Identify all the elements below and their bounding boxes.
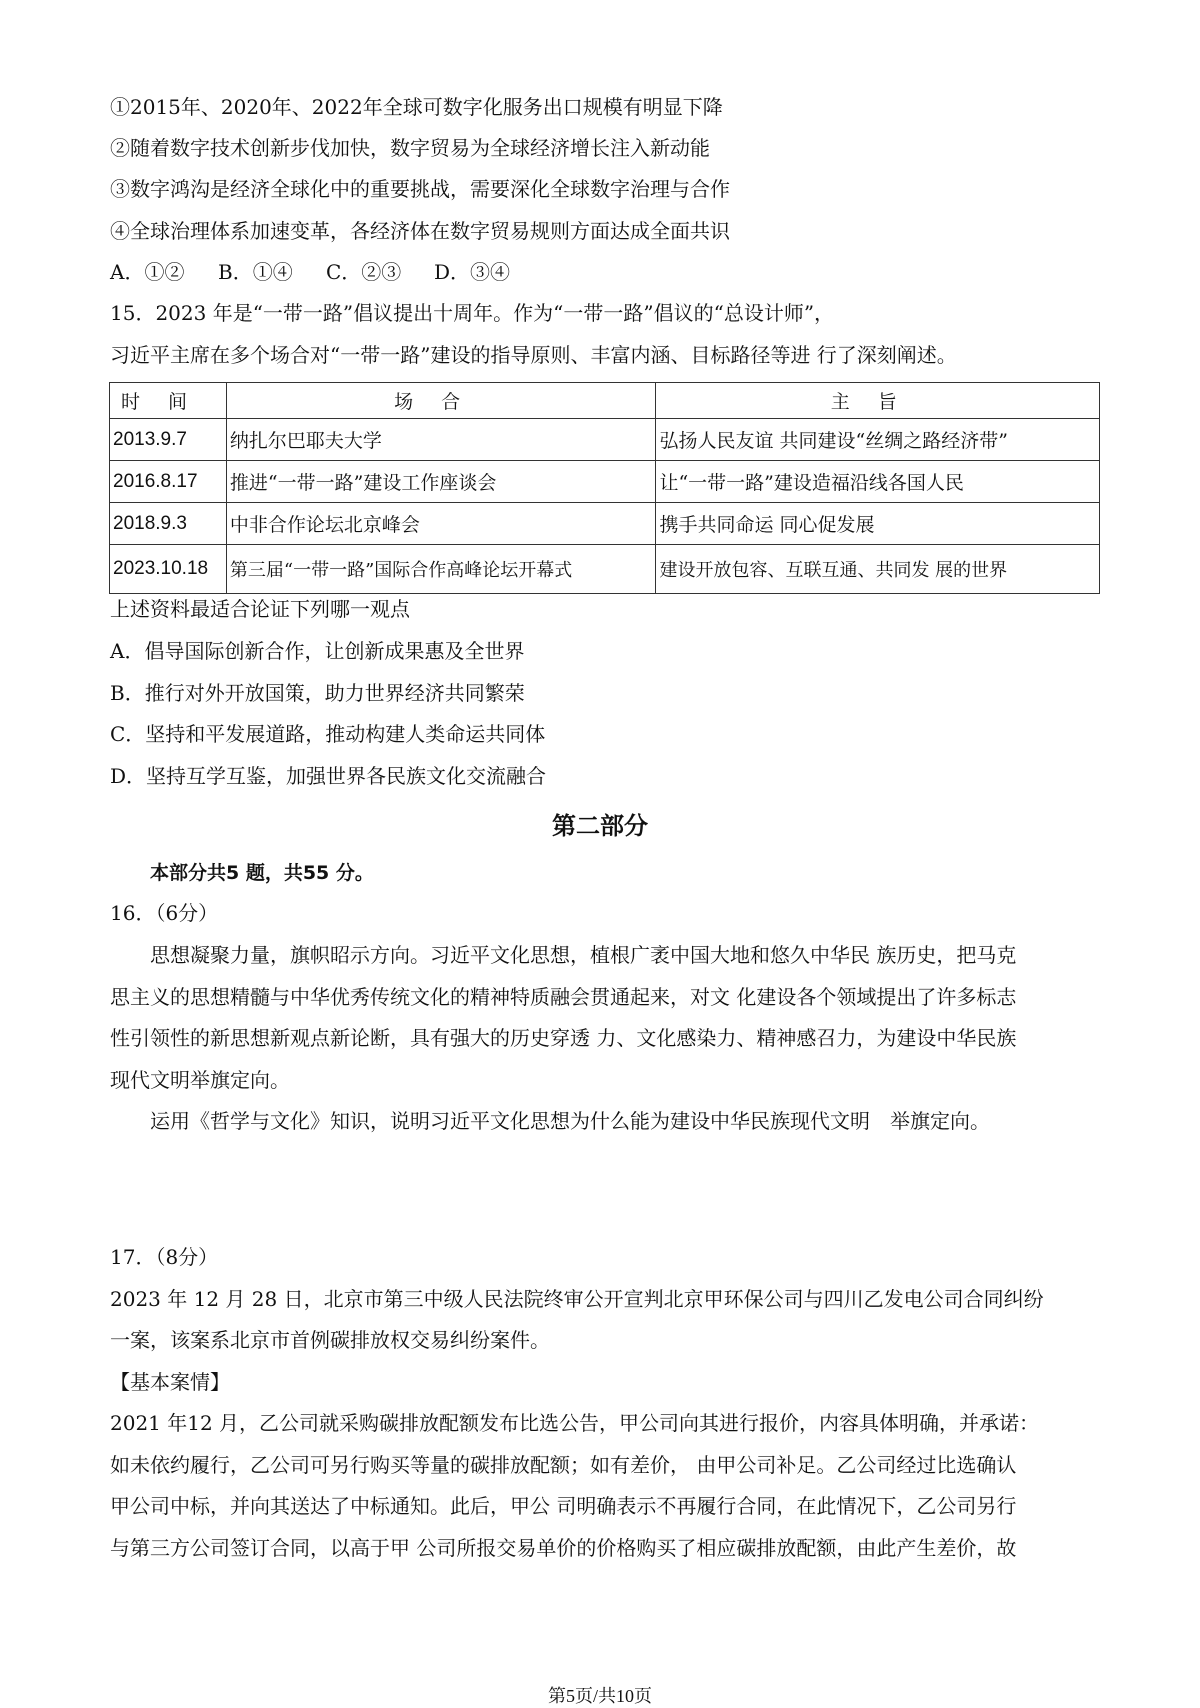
cell-occasion: 推进“一带一路”建设工作座谈会 [226, 461, 656, 503]
q17-label: 17．（8分） [110, 1245, 219, 1269]
q14-item-3: ③数字鸿沟是经济全球化中的重要挑战，需要深化全球数字治理与合作 [110, 177, 730, 201]
cell-occasion: 纳扎尔巴耶夫大学 [226, 419, 656, 461]
q15-option-d: D．坚持互学互鉴，加强世界各民族文化交流融合 [110, 764, 547, 788]
q16-para-4: 现代文明举旗定向。 [110, 1068, 290, 1092]
q17-intro-1: 2023 年 12 月 28 日，北京市第三中级人民法院终审公开宣判北京甲环保公司与四川乙发电公司合同纠纷 [110, 1287, 1044, 1311]
page-footer: 第5页/共10页 [547, 1686, 652, 1706]
cell-occasion: 中非合作论坛北京峰会 [226, 503, 656, 545]
q15-stem-1: 15．2023 年是“一带一路”倡议提出十周年。作为“一带一路”倡议的“总设计师”， [110, 301, 835, 325]
q14-option-a: A．①② [110, 260, 185, 284]
q15-option-a: A．倡导国际创新合作，让创新成果惠及全世界 [110, 639, 525, 663]
table-header-row [110, 383, 1100, 419]
header-time: 时间 [110, 383, 227, 419]
q14-option-b: B．①④ [218, 260, 293, 284]
q17-body-2: 如未依约履行，乙公司可另行购买等量的碳排放配额；如有差价， 由甲公司补足。乙公司经过比选确认 [110, 1453, 1017, 1477]
q16-para-1: 思想凝聚力量，旗帜昭示方向。习近平文化思想，植根广袤中国大地和悠久中华民 族历史，把马克 [150, 943, 1017, 967]
q16-label: 16．（6分） [110, 901, 219, 925]
cell-theme: 携手共同命运 同心促发展 [656, 503, 1100, 545]
q17-body-4: 与第三方公司签订合同，以高于甲 公司所报交易单价的价格购买了相应碳排放配额，由此产生差价，故 [110, 1536, 1017, 1560]
q17-body-1: 2021 年12 月，乙公司就采购碳排放配额发布比选公告，甲公司向其进行报价，内容具体明确，并承诺： [110, 1411, 1040, 1435]
cell-theme: 让“一带一路”建设造福沿线各国人民 [656, 461, 1100, 503]
cell-occasion: 第三届“一带一路”国际合作高峰论坛开幕式 [226, 545, 656, 594]
q15-table [109, 382, 1100, 594]
q15-option-c: C．坚持和平发展道路，推动构建人类命运共同体 [110, 722, 546, 746]
table-row [110, 419, 1100, 461]
cell-theme: 弘扬人民友谊 共同建设“丝绸之路经济带” [656, 419, 1100, 461]
q15-stem-2: 习近平主席在多个场合对“一带一路”建设的指导原则、丰富内涵、目标路径等进 行了深刻阐述。 [110, 343, 957, 367]
q15-option-b: B．推行对外开放国策，助力世界经济共同繁荣 [110, 681, 525, 705]
table-row [110, 503, 1100, 545]
table-row [110, 545, 1100, 594]
q14-item-4: ④全球治理体系加速变革，各经济体在数字贸易规则方面达成全面共识 [110, 219, 730, 243]
cell-date: 2013.9.7 [110, 419, 227, 461]
cell-date: 2016.8.17 [110, 461, 227, 503]
q14-option-c: C．②③ [326, 260, 402, 284]
q14-option-d: D．③④ [434, 260, 511, 284]
cell-theme: 建设开放包容、互联互通、共同发 展的世界 [656, 545, 1100, 594]
q16-para-2: 思主义的思想精髓与中华优秀传统文化的精神特质融会贯通起来，对文 化建设各个领域提出了许多标志 [110, 985, 1017, 1009]
header-theme: 主旨 [656, 383, 1100, 419]
part2-intro: 本部分共5 题，共55 分。 [150, 862, 374, 884]
q14-options [110, 259, 542, 285]
part2-title: 第二部分 [552, 812, 648, 840]
q17-body-3: 甲公司中标，并向其送达了中标通知。此后，甲公 司明确表示不再履行合同，在此情况下，乙公司另行 [110, 1494, 1017, 1518]
q15-question: 上述资料最适合论证下列哪一观点 [110, 597, 410, 621]
q16-para-3: 性引领性的新思想新观点新论断，具有强大的历史穿透 力、文化感染力、精神感召力，为建设中华民族 [110, 1026, 1017, 1050]
q17-intro-2: 一案，该案系北京市首例碳排放权交易纠纷案件。 [110, 1328, 550, 1352]
q17-section-heading: 【基本案情】 [110, 1370, 230, 1394]
header-occasion: 场合 [226, 383, 656, 419]
cell-date: 2018.9.3 [110, 503, 227, 545]
q14-item-1: ①2015年、2020年、2022年全球可数字化服务出口规模有明显下降 [110, 95, 723, 119]
table-row [110, 461, 1100, 503]
q14-item-2: ②随着数字技术创新步伐加快，数字贸易为全球经济增长注入新动能 [110, 136, 710, 160]
cell-date: 2023.10.18 [110, 545, 227, 594]
q16-task: 运用《哲学与文化》知识，说明习近平文化思想为什么能为建设中华民族现代文明 举旗定向。 [150, 1109, 990, 1133]
